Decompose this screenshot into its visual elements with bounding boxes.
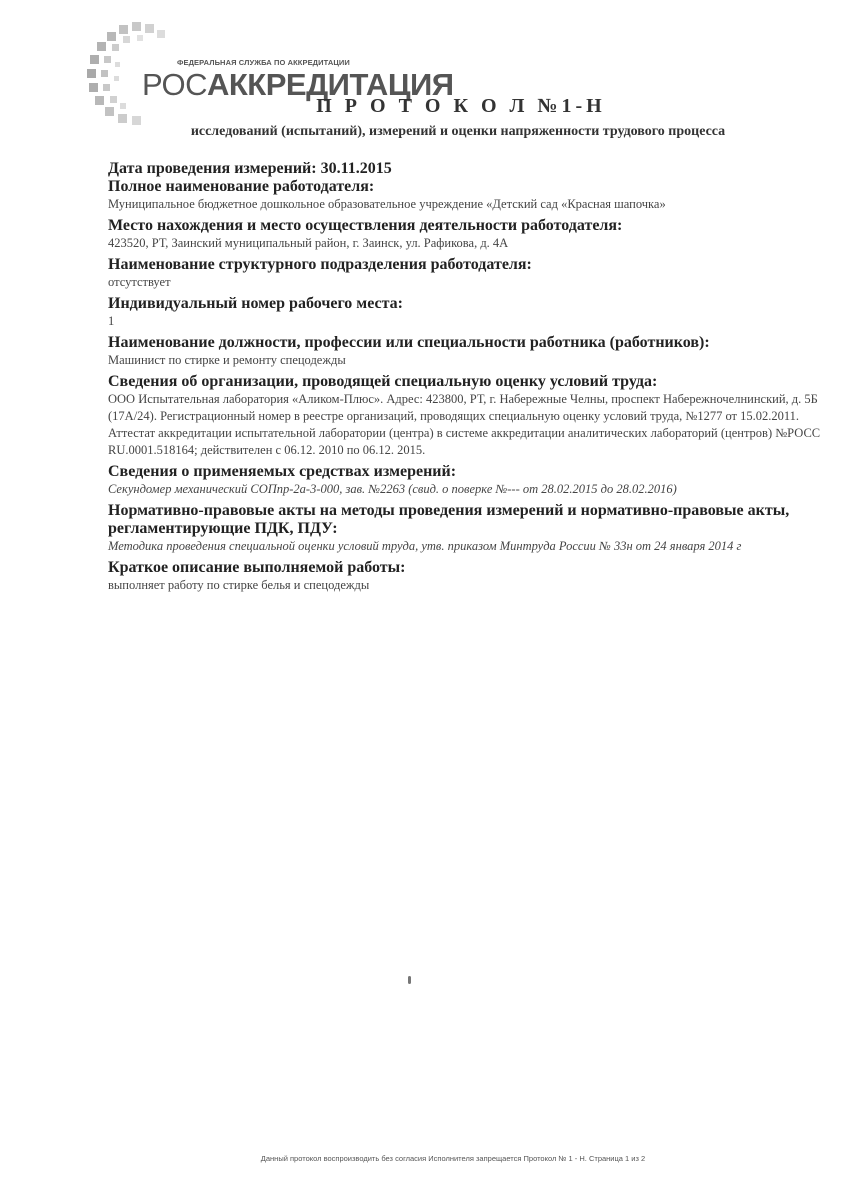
position-heading: Наименование должности, профессии или специальности работника (работников): (108, 334, 710, 351)
position-value: Машинист по стирке и ремонту спецодежды (108, 353, 346, 367)
workplace-number-value: 1 (108, 314, 115, 328)
workplace-number-heading: Индивидуальный номер рабочего места: (108, 295, 403, 312)
employer-name-heading: Полное наименование работодателя: (108, 178, 375, 195)
document-subtitle: исследований (испытаний), измерений и оценки напряженности трудового процесса (190, 124, 726, 139)
logo-agency-caption: ФЕДЕРАЛЬНАЯ СЛУЖБА ПО АККРЕДИТАЦИИ (177, 58, 350, 67)
measurement-date-heading: Дата проведения измерений: 30.11.2015 (108, 160, 392, 177)
regulations-heading: Нормативно-правовые акты на методы проведения измерений и нормативно-правовые акты, регламентирующие ПДК, ПДУ: (108, 502, 790, 537)
employer-name-value: Муниципальное бюджетное дошкольное образовательное учреждение «Детский сад «Красная шапочка» (108, 197, 666, 211)
protocol-content (108, 160, 828, 598)
page-footer: Данный протокол воспроизводить без согласия Исполнителя запрещается Протокол № 1 - Н. Страница 1 из 2 (260, 1154, 646, 1163)
employer-location-value: 423520, РТ, Заинский муниципальный район, г. Заинск, ул. Рафикова, д. 4А (108, 236, 509, 250)
instruments-heading: Сведения о применяемых средствах измерений: (108, 463, 457, 480)
document-title: П Р О Т О К О Л №1-Н (316, 95, 606, 117)
department-heading: Наименование структурного подразделения работодателя: (108, 256, 532, 273)
work-description-heading: Краткое описание выполняемой работы: (108, 559, 406, 576)
work-description-value: выполняет работу по стирке белья и спецодежды (108, 578, 370, 592)
logo-wordmark-akkreditaciya: АККРЕДИТАЦИЯ (207, 67, 454, 102)
organization-value: ООО Испытательная лаборатория «Аликом-Плюс». Адрес: 423800, РТ, г. Набережные Челны, проспект Набережночелнинский, д. 5Б (17А/24). Регистрационный номер в реестре организаций, проводящих специальную оценку условий труда, №1277 от 15.02.2011. Аттестат аккредитации испытательной лаборатории (центра) в системе аккредитации аналитических лабораторий (центров) №РОСС RU.0001.518164; действителен с 06.12. 2010 по 06.12. 2015. (108, 392, 821, 457)
regulations-value: Методика проведения специальной оценки условий труда, утв. приказом Минтруда России № 33н от 24 января 2014 г (108, 539, 742, 553)
logo-wordmark-ros: РОС (142, 67, 207, 102)
scan-speck (408, 976, 411, 984)
instruments-value: Секундомер механический СОПпр-2а-3-000, зав. №2263 (свид. о поверке №--- от 28.02.2015 до 28.02.2016) (108, 482, 677, 496)
organization-heading: Сведения об организации, проводящей специальную оценку условий труда: (108, 373, 658, 390)
employer-location-heading: Место нахождения и место осуществления деятельности работодателя: (108, 217, 623, 234)
department-value: отсутствует (108, 275, 171, 289)
